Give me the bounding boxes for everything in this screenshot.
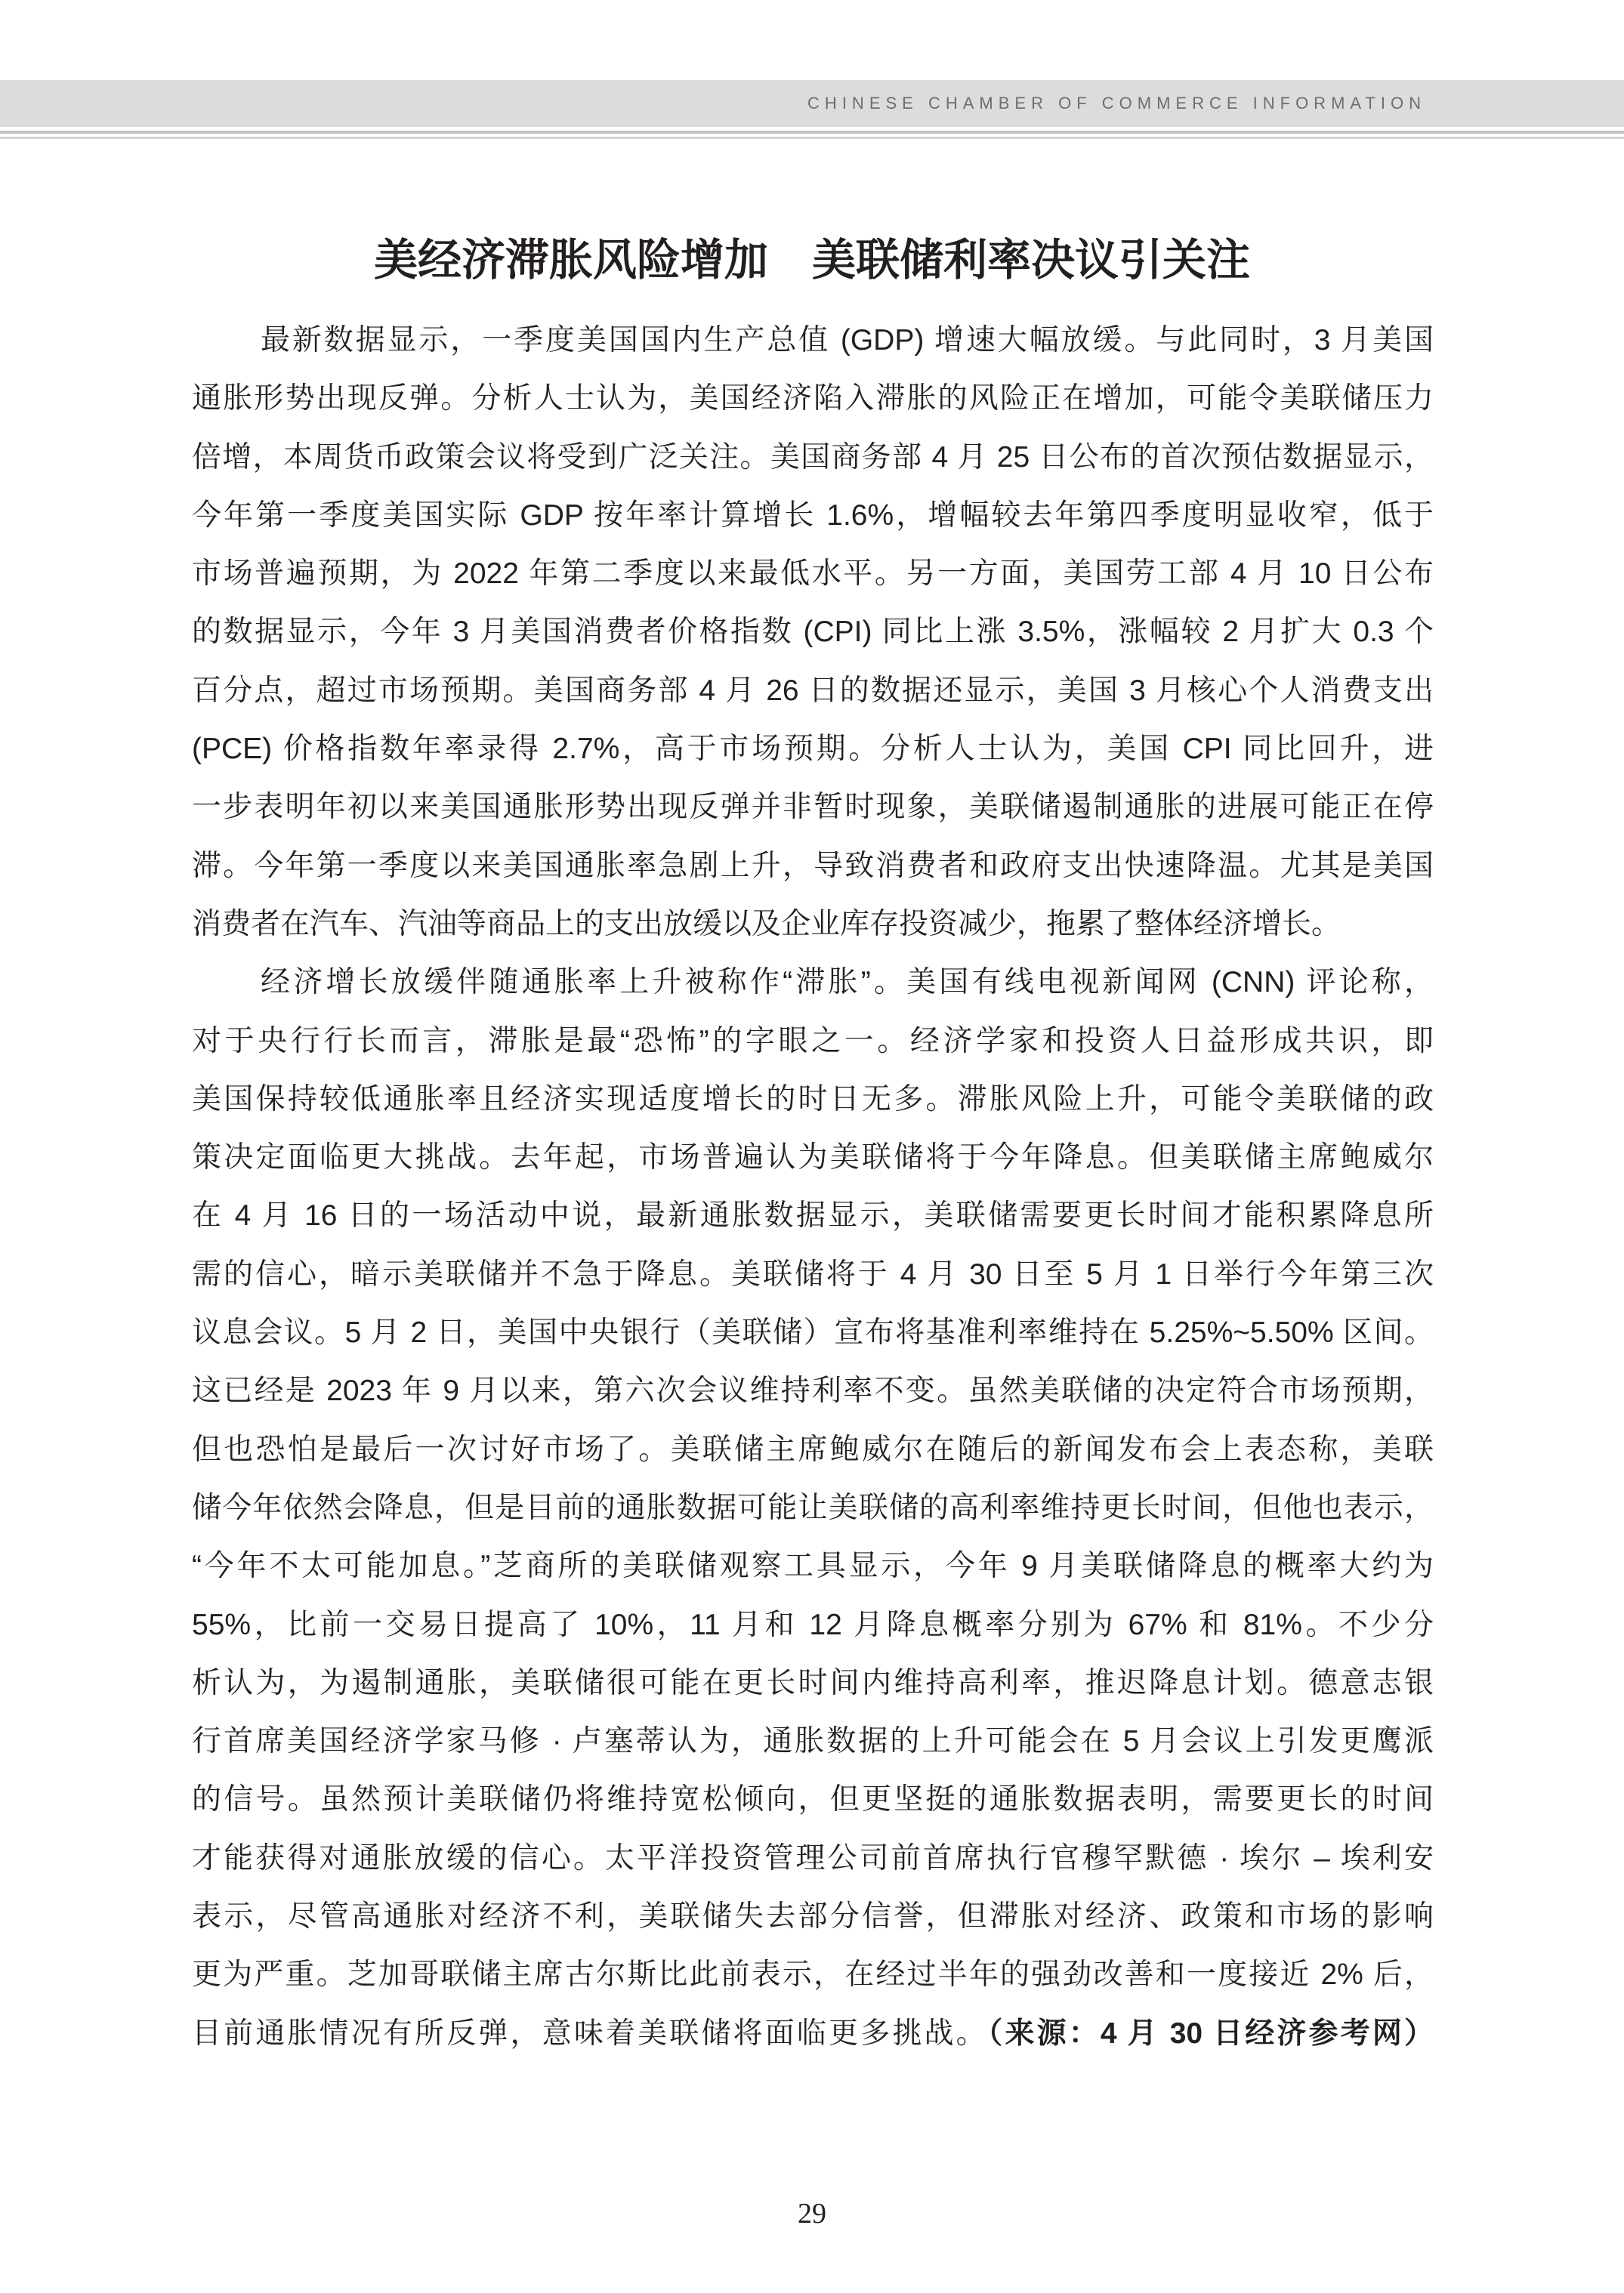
body-line: 对于央行行长而言，滞胀是最“恐怖”的字眼之一。经济学家和投资人日益形成共识，即	[192, 1024, 1434, 1057]
header-rule	[0, 131, 1624, 134]
body-line: 市场普遍预期，为 2022 年第二季度以来最低水平。另一方面，美国劳工部 4 月 10 日公布	[192, 557, 1434, 591]
body-line: 经济增长放缓伴随通胀率上升被称作“滞胀”。美国有线电视新闻网 (CNN) 评论称，	[261, 966, 1434, 999]
article-title: 美经济滞胀风险增加 美联储利率决议引关注	[373, 236, 1250, 285]
body-line: (PCE) 价格指数年率录得 2.7%，高于市场预期。分析人士认为，美国 CPI 同比回升，进	[192, 733, 1434, 766]
body-line: 但也恐怕是最后一次讨好市场了。美联储主席鲍威尔在随后的新闻发布会上表态称，美联	[192, 1433, 1434, 1466]
article-body	[192, 311, 1434, 2063]
body-line: 倍增，本周货币政策会议将受到广泛关注。美国商务部 4 月 25 日公布的首次预估数据显示，	[192, 440, 1434, 474]
body-line: 55%，比前一交易日提高了 10%，11 月和 12 月降息概率分别为 67% 和 81%。不少分	[192, 1608, 1434, 1641]
body-line: 今年第一季度美国实际 GDP 按年率计算增长 1.6%，增幅较去年第四季度明显收窄，低于	[192, 498, 1434, 532]
body-line: 储今年依然会降息，但是目前的通胀数据可能让美联储的高利率维持更长时间，但他也表示，	[192, 1491, 1434, 1524]
body-line: 一步表明年初以来美国通胀形势出现反弹并非暂时现象，美联储遏制通胀的进展可能正在停	[192, 791, 1434, 824]
body-line: 的信号。虽然预计美联储仍将维持宽松倾向，但更坚挺的通胀数据表明，需要更长的时间	[192, 1783, 1434, 1816]
body-line: 析认为，为遏制通胀，美联储很可能在更长时间内维持高利率，推迟降息计划。德意志银	[192, 1666, 1434, 1699]
body-line: 滞。今年第一季度以来美国通胀率急剧上升，导致消费者和政府支出快速降温。尤其是美国	[192, 849, 1434, 882]
header-rule-secondary	[0, 137, 1624, 139]
body-line: 议息会议。5 月 2 日，美国中央银行（美联储）宣布将基准利率维持在 5.25%~5.50% 区间。	[192, 1316, 1434, 1350]
body-line: 通胀形势出现反弹。分析人士认为，美国经济陷入滞胀的风险正在增加，可能令美联储压力	[192, 382, 1434, 415]
body-line: 最新数据显示，一季度美国国内生产总值 (GDP) 增速大幅放缓。与此同时，3 月美国	[261, 324, 1434, 356]
publication-name: CHINESE CHAMBER OF COMMERCE INFORMATION	[807, 94, 1426, 113]
body-line: 美国保持较低通胀率且经济实现适度增长的时日无多。滞胀风险上升，可能令美联储的政	[192, 1082, 1434, 1116]
body-line: 更为严重。芝加哥联储主席古尔斯比此前表示，在经过半年的强劲改善和一度接近 2% 后，	[192, 1958, 1434, 1992]
body-line: 需的信心，暗示美联储并不急于降息。美联储将于 4 月 30 日至 5 月 1 日举行今年第三次	[192, 1258, 1434, 1291]
body-line: 百分点，超过市场预期。美国商务部 4 月 26 日的数据还显示，美国 3 月核心个人消费支出	[192, 674, 1434, 707]
body-line: 才能获得对通胀放缓的信心。太平洋投资管理公司前首席执行官穆罕默德 · 埃尔 – 埃利安	[192, 1841, 1434, 1875]
body-line: 行首席美国经济学家马修 · 卢塞蒂认为，通胀数据的上升可能会在 5 月会议上引发更鹰派	[192, 1725, 1434, 1758]
page-number: 29	[798, 2198, 826, 2230]
body-line: 在 4 月 16 日的一场活动中说，最新通胀数据显示，美联储需要更长时间才能积累降息所	[192, 1199, 1434, 1233]
paragraph	[192, 953, 1434, 2063]
body-line: 消费者在汽车、汽油等商品上的支出放缓以及企业库存投资减少，拖累了整体经济增长。	[192, 907, 1341, 940]
body-line: 表示，尽管高通胀对经济不利，美联储失去部分信誉，但滞胀对经济、政策和市场的影响	[192, 1900, 1434, 1933]
body-line: 策决定面临更大挑战。去年起，市场普遍认为美联储将于今年降息。但美联储主席鲍威尔	[192, 1141, 1434, 1174]
body-line-text: 目前通胀情况有所反弹，意味着美联储将面临更多挑战。	[192, 2017, 988, 2050]
source-citation: （来源：4 月 30 日经济参考网）	[987, 2017, 1434, 2050]
body-line: “今年不太可能加息。”芝商所的美联储观察工具显示，今年 9 月美联储降息的概率大约为	[192, 1550, 1434, 1583]
paragraph	[192, 311, 1434, 953]
body-line: 这已经是 2023 年 9 月以来，第六次会议维持利率不变。虽然美联储的决定符合市场预期，	[192, 1375, 1434, 1408]
body-line-final	[192, 2004, 1434, 2063]
body-line: 的数据显示，今年 3 月美国消费者价格指数 (CPI) 同比上涨 3.5%，涨幅较 2 月扩大 0.3 个	[192, 616, 1434, 649]
